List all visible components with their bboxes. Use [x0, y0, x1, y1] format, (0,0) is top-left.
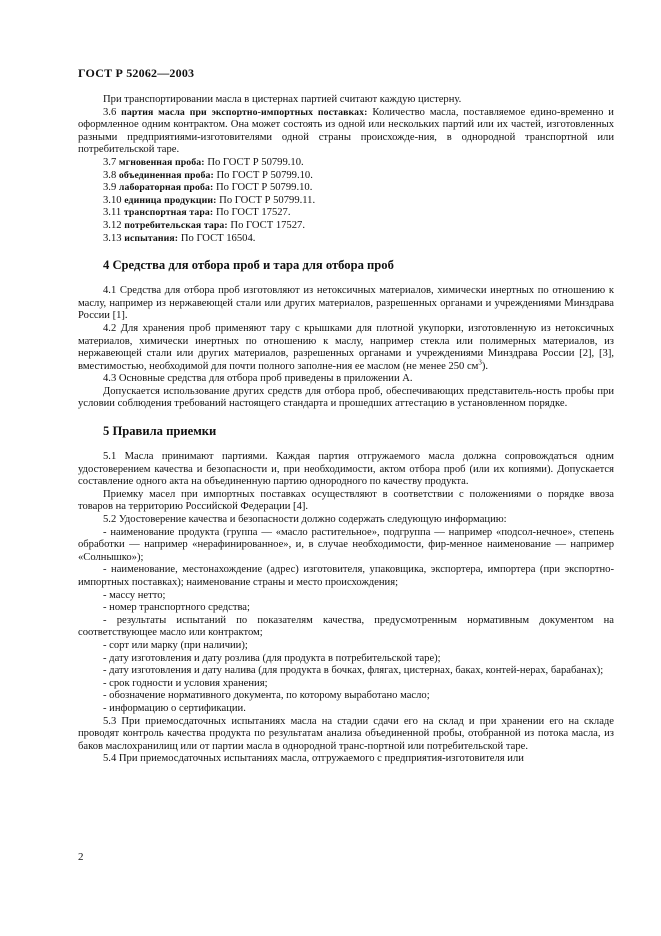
paragraph-5-1-cont: Приемку масел при импортных поставках осуществляют в соответствии с положениями о порядке ввоза товаров на территорию Российской Федерации [4]. [78, 488, 614, 513]
definition-item: 3.10 единица продукции: По ГОСТ Р 50799.11. [103, 194, 316, 206]
definition-number: 3.6 [103, 106, 117, 118]
paragraph-5-3: 5.3 При приемосдаточных испытаниях масла на стадии сдачи его на склад и при хранении его на складе проводят контроль качества продукта по результатам анализа объединенной пробы, отобранной из потока масла, из баков маслохранилищ или от партии масла в однородной транс-портной или потребительской таре. [78, 715, 614, 752]
definition-item: 3.12 потребительская тара: По ГОСТ 17527. [103, 219, 305, 231]
list-item: - обозначение нормативного документа, по которому выработано масло; [103, 690, 430, 702]
section-5-heading: 5 Правила приемки [103, 424, 217, 439]
paragraph-5-1: 5.1 Масла принимают партиями. Каждая партия отгружаемого масла должна сопровождаться одним удостоверением качества и безопасности и, при необходимости, актом отбора проб (или их копиями). Допускается составление одного акта на объединенную партию однородного по качеству продукта. [78, 451, 614, 488]
definition-item: 3.13 испытания: По ГОСТ 16504. [103, 232, 256, 244]
paragraph-4-2: 4.2 Для хранения проб применяют тару с крышками для плотной укупорки, изготовленную из нетоксичных материалов, химически инертных по отношению к маслу, например стекла или полимерных материалов, из нержавеющей стали или других материалов, разрешенных органами и учреждениями Минздрава России [2], [3], вместимостью, необходимой для почти полного заполне-ния ее маслом (не менее 250 $см^3$). [78, 322, 614, 372]
list-item: - номер транспортного средства; [103, 602, 250, 614]
definition-item: 3.11 транспортная тара: По ГОСТ 17527. [103, 207, 291, 219]
paragraph-3-5-tail: При транспортировании масла в цистернах партией считают каждую цистерну. [103, 94, 462, 105]
list-item: - дату изготовления и дату розлива (для продукта в потребительской таре); [103, 652, 441, 664]
certificate-info-list [78, 527, 614, 716]
definition-text: Количество масла, поставляемое едино-временно и оформленное одним контрактом. Она может состоять из одной или нескольких партий или их частей, изготовленных разными предприятиями-изготовителями одной страны происхожде-ния, в однородной транспортной или потребительской таре. [78, 106, 614, 156]
page-number: 2 [78, 851, 84, 863]
list-item: - дату изготовления и дату налива (для продукта в бочках, флягах, цистернах, баках, контей-нерах, барабанах); [103, 665, 604, 677]
paragraph-4-3: 4.3 Основные средства для отбора проб приведены в приложении А. [103, 373, 413, 385]
list-item: - срок годности и условия хранения; [103, 677, 268, 689]
list-item: - результаты испытаний по показателям качества, предусмотренным нормативным документом на соответствующее масло или контрактом; [78, 614, 614, 639]
definitions-list [78, 157, 614, 245]
page-content [78, 94, 614, 766]
list-item: - наименование продукта (группа — «масло растительное», подгруппа — например «подсол-нечное», степень обработки — например «нерафинированное», и, в случае необходимости, фир-менное наименование — например «Солнышко»); [78, 526, 614, 563]
paragraph-4-3-cont: Допускается использование других средств для отбора проб, обеспечивающих представитель-ность пробы при условии соблюдения требований настоящего стандарта и прошедших аттестацию в установленном порядке. [78, 385, 614, 410]
document-header: ГОСТ Р 52062—2003 [78, 66, 195, 80]
definition-item: 3.8 объединенная проба: По ГОСТ Р 50799.10. [103, 169, 313, 181]
definition-item: 3.9 лабораторная проба: По ГОСТ Р 50799.10. [103, 182, 313, 194]
list-item: - наименование, местонахождение (адрес) изготовителя, упаковщика, экспортера, импортера (при экспортно-импортных поставках); наименование страны и место происхождения; [78, 564, 614, 588]
list-item: - информацию о сертификации. [103, 702, 246, 714]
definition-item: 3.7 мгновенная проба: По ГОСТ Р 50799.10. [103, 156, 304, 168]
list-item: - сорт или марку (при наличии); [103, 639, 248, 651]
definition-term: партия масла при экспортно-импортных поставках: [121, 106, 368, 118]
paragraph-5-4: 5.4 При приемосдаточных испытаниях масла, отгружаемого с предприятия-изготовителя или [103, 753, 524, 765]
paragraph-5-2: 5.2 Удостоверение качества и безопасности должно содержать следующую информацию: [103, 514, 507, 526]
list-item: - массу нетто; [103, 589, 166, 601]
paragraph-4-1: 4.1 Средства для отбора проб изготовляют из нетоксичных материалов, химически инертных по отношению к маслу, например из нержавеющей стали или других материалов, разрешенных органами и учреждениями Минздрава России [1]. [78, 285, 614, 322]
section-4-heading: 4 Средства для отбора проб и тара для отбора проб [103, 258, 394, 273]
definition-3-6 [78, 107, 614, 157]
